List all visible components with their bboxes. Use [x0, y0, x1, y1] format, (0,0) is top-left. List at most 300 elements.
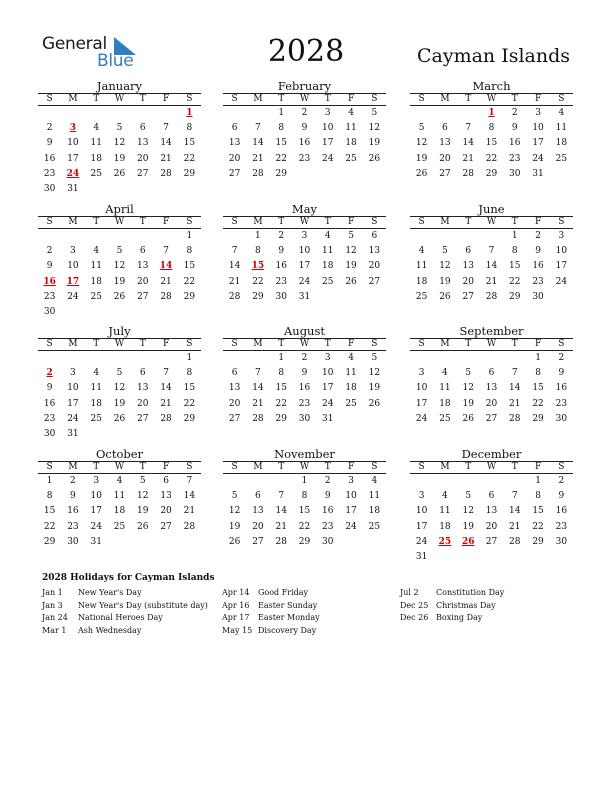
weekday-label: W: [293, 338, 316, 351]
empty-cell: [38, 106, 61, 121]
weekday-label: S: [410, 461, 433, 474]
day-cell: 13: [137, 383, 149, 394]
holiday-date: Jul 2: [400, 588, 419, 597]
day-cell: 9: [535, 246, 541, 257]
day-cell: 31: [67, 428, 79, 439]
weekday-label: W: [293, 216, 316, 229]
day-cell: 21: [509, 398, 521, 409]
day-cell: 1: [278, 108, 285, 118]
day-cell: 30: [555, 413, 568, 424]
day-cell: 18: [113, 506, 126, 517]
month-august: [223, 324, 386, 427]
empty-cell: [246, 474, 269, 489]
day-cell: 18: [368, 506, 381, 517]
empty-cell: [410, 229, 433, 244]
day-cell: 2: [324, 476, 331, 486]
weekday-label: F: [526, 93, 549, 106]
month-title: June: [478, 202, 505, 216]
day-cell: 25: [345, 398, 357, 409]
day-cell: 7: [186, 476, 193, 486]
day-cell: 7: [231, 246, 238, 257]
day-cell: 21: [183, 506, 196, 517]
holiday-name: Good Friday: [258, 588, 309, 597]
day-cell: 2: [558, 353, 565, 363]
weekday-label: S: [550, 216, 573, 229]
holiday-day-cell: 14: [159, 261, 173, 272]
day-cell: 7: [163, 246, 169, 257]
day-cell: 27: [485, 536, 498, 547]
day-cell: 23: [67, 521, 79, 532]
day-cell: 10: [67, 383, 79, 394]
day-cell: 18: [345, 383, 357, 394]
empty-cell: [480, 229, 503, 244]
holiday-row: [42, 612, 208, 625]
day-cell: 25: [415, 291, 428, 302]
day-cell: 26: [439, 291, 451, 302]
month-title: January: [96, 79, 143, 93]
weekday-label: W: [480, 216, 503, 229]
holiday-date: Jan 3: [42, 600, 63, 610]
day-cell: 15: [275, 138, 287, 149]
day-cell: 9: [511, 123, 518, 134]
day-cell: 17: [322, 138, 334, 149]
day-cell: 23: [555, 521, 568, 532]
holiday-date: Apr 16: [222, 600, 250, 610]
weekday-label: T: [131, 461, 154, 474]
weekday-label: S: [178, 93, 201, 106]
day-cell: 20: [485, 398, 498, 409]
day-cell: 20: [485, 521, 498, 532]
day-cell: 26: [368, 398, 381, 409]
weekday-label: F: [339, 216, 362, 229]
empty-cell: [433, 351, 456, 366]
weekday-label: W: [108, 93, 131, 106]
day-cell: 27: [228, 413, 241, 424]
holidays-title: 2028 Holidays for Cayman Islands: [42, 573, 215, 583]
day-cell: 6: [231, 368, 238, 379]
day-cell: 25: [90, 168, 102, 179]
day-cell: 9: [301, 123, 308, 134]
day-cell: 7: [255, 123, 261, 134]
holiday-row: [222, 587, 320, 600]
day-cell: 21: [509, 521, 521, 532]
weekday-label: M: [61, 93, 84, 106]
day-cell: 17: [90, 506, 102, 517]
day-cell: 7: [255, 368, 261, 379]
day-cell: 28: [160, 168, 172, 179]
day-cell: 24: [322, 398, 334, 409]
holiday-date: Apr 14: [222, 588, 250, 597]
weekday-header: [38, 338, 201, 351]
day-cell: 7: [163, 123, 169, 134]
day-cell: 12: [462, 383, 474, 394]
day-cell: 5: [418, 123, 425, 134]
day-cell: 4: [348, 353, 354, 363]
day-cell: 16: [509, 138, 521, 149]
weekday-header: [223, 216, 386, 229]
day-cell: 25: [368, 521, 381, 532]
weekday-header: [410, 216, 573, 229]
day-cell: 26: [113, 291, 126, 302]
day-cell: 16: [298, 138, 311, 149]
month-title: November: [274, 447, 335, 461]
day-cell: 20: [137, 398, 149, 409]
day-cell: 18: [439, 521, 451, 532]
holiday-date: Apr 17: [222, 613, 250, 622]
day-cell: 18: [415, 276, 428, 287]
day-cell: 22: [252, 276, 264, 287]
empty-cell: [108, 229, 131, 244]
day-cell: 22: [43, 521, 56, 532]
weekday-label: S: [223, 338, 246, 351]
empty-cell: [38, 229, 61, 244]
day-cell: 11: [345, 368, 357, 379]
month-title: March: [472, 79, 511, 93]
day-cell: 20: [137, 276, 149, 287]
day-cell: 14: [160, 138, 172, 149]
day-cell: 15: [532, 383, 544, 394]
holiday-name: Constitution Day: [436, 588, 505, 597]
day-cell: 29: [485, 168, 498, 179]
day-cell: 24: [555, 276, 568, 287]
day-cell: 11: [345, 123, 357, 134]
month-title: April: [105, 202, 134, 216]
day-cell: 18: [439, 398, 451, 409]
weekday-label: T: [503, 93, 526, 106]
day-cell: 26: [368, 153, 381, 164]
day-cell: 30: [67, 536, 79, 547]
day-cell: 14: [509, 383, 521, 394]
month-title: May: [291, 202, 318, 216]
day-cell: 28: [462, 168, 474, 179]
empty-cell: [503, 474, 526, 489]
day-cell: 21: [252, 398, 264, 409]
day-cell: 10: [67, 138, 79, 149]
weekday-header: [410, 338, 573, 351]
holiday-day-cell: 24: [66, 168, 80, 179]
weekday-label: T: [503, 338, 526, 351]
day-cell: 22: [183, 153, 196, 164]
day-cell: 15: [509, 261, 521, 272]
empty-cell: [154, 351, 177, 366]
day-cell: 23: [275, 276, 287, 287]
day-cell: 6: [371, 231, 378, 241]
weekday-label: W: [108, 338, 131, 351]
weekday-label: T: [457, 216, 480, 229]
holiday-row: [400, 612, 504, 625]
page-title-year: 2028: [267, 34, 345, 69]
holiday-column: [222, 587, 320, 637]
day-cell: 30: [532, 291, 544, 302]
weekday-label: M: [246, 216, 269, 229]
day-cell: 3: [558, 231, 565, 241]
holiday-day-cell: 15: [251, 261, 265, 272]
day-cell: 1: [535, 476, 541, 486]
day-cell: 11: [368, 491, 381, 502]
month-december: [410, 447, 573, 565]
weekday-label: S: [38, 216, 61, 229]
day-cell: 2: [70, 476, 76, 486]
weekday-label: T: [131, 216, 154, 229]
day-cell: 5: [348, 231, 354, 241]
holiday-day-cell: 25: [438, 536, 452, 547]
day-cell: 9: [558, 491, 565, 502]
holiday-date: May 15: [222, 625, 253, 635]
day-cell: 28: [160, 413, 172, 424]
day-cell: 3: [324, 353, 331, 363]
month-january: [38, 79, 201, 197]
day-cell: 26: [462, 413, 474, 424]
empty-cell: [223, 229, 246, 244]
day-cell: 14: [485, 261, 498, 272]
month-november: [223, 447, 386, 550]
day-cell: 19: [368, 138, 381, 149]
empty-cell: [433, 229, 456, 244]
empty-cell: [433, 474, 456, 489]
day-cell: 23: [322, 521, 334, 532]
day-cell: 5: [465, 491, 472, 502]
weekday-label: F: [526, 338, 549, 351]
empty-cell: [223, 351, 246, 366]
day-cell: 24: [298, 276, 311, 287]
day-cell: 27: [368, 276, 381, 287]
weekday-label: S: [178, 461, 201, 474]
holiday-column: [400, 587, 504, 625]
day-cell: 16: [43, 398, 56, 409]
weekday-label: M: [61, 338, 84, 351]
day-cell: 31: [67, 183, 79, 194]
day-cell: 10: [532, 123, 544, 134]
day-cell: 29: [275, 168, 287, 179]
weekday-label: T: [457, 461, 480, 474]
day-cell: 17: [415, 398, 428, 409]
day-cell: 10: [298, 246, 311, 257]
weekday-label: S: [223, 93, 246, 106]
day-cell: 18: [555, 138, 568, 149]
day-cell: 15: [183, 383, 196, 394]
weekday-label: T: [85, 338, 108, 351]
weekday-label: F: [154, 216, 177, 229]
day-cell: 31: [532, 168, 544, 179]
day-cell: 9: [558, 368, 565, 379]
weekday-label: M: [246, 461, 269, 474]
day-cell: 8: [46, 491, 53, 502]
day-cell: 23: [532, 276, 544, 287]
weekday-label: F: [526, 461, 549, 474]
day-cell: 16: [555, 506, 568, 517]
day-cell: 13: [137, 138, 149, 149]
day-grid: [38, 106, 201, 197]
empty-cell: [61, 351, 84, 366]
day-cell: 28: [228, 291, 241, 302]
day-cell: 13: [485, 506, 498, 517]
day-cell: 31: [415, 551, 428, 562]
day-cell: 23: [298, 153, 311, 164]
day-cell: 17: [67, 398, 79, 409]
weekday-label: S: [550, 461, 573, 474]
day-cell: 10: [90, 491, 102, 502]
day-cell: 13: [228, 138, 241, 149]
weekday-label: S: [223, 461, 246, 474]
day-cell: 28: [275, 536, 287, 547]
holiday-row: [222, 600, 320, 613]
day-cell: 22: [485, 153, 498, 164]
day-cell: 21: [462, 153, 474, 164]
day-grid: [410, 474, 573, 565]
weekday-label: F: [339, 338, 362, 351]
day-cell: 27: [160, 521, 172, 532]
holiday-day-cell: 17: [66, 276, 80, 287]
day-cell: 2: [301, 353, 308, 363]
weekday-label: S: [550, 338, 573, 351]
weekday-header: [223, 338, 386, 351]
day-cell: 16: [322, 506, 334, 517]
day-cell: 4: [116, 476, 123, 486]
day-cell: 10: [322, 368, 334, 379]
day-cell: 2: [535, 231, 541, 241]
day-cell: 3: [70, 368, 76, 379]
day-cell: 24: [415, 536, 428, 547]
holiday-row: [222, 612, 320, 625]
day-grid: [223, 106, 386, 182]
weekday-label: W: [108, 461, 131, 474]
day-cell: 19: [439, 276, 451, 287]
day-cell: 22: [183, 398, 196, 409]
day-cell: 9: [278, 246, 285, 257]
day-cell: 2: [511, 108, 518, 118]
day-cell: 28: [183, 521, 196, 532]
day-cell: 9: [301, 368, 308, 379]
empty-cell: [223, 474, 246, 489]
weekday-label: T: [270, 338, 293, 351]
day-cell: 31: [298, 291, 311, 302]
weekday-label: S: [410, 93, 433, 106]
day-cell: 23: [43, 413, 56, 424]
weekday-label: W: [293, 93, 316, 106]
month-title: August: [283, 324, 325, 338]
day-cell: 14: [183, 491, 196, 502]
day-cell: 23: [43, 291, 56, 302]
day-cell: 8: [278, 123, 285, 134]
day-cell: 17: [345, 506, 357, 517]
day-cell: 22: [275, 153, 287, 164]
day-cell: 19: [462, 521, 474, 532]
day-cell: 15: [43, 506, 56, 517]
empty-cell: [108, 106, 131, 121]
weekday-label: S: [38, 93, 61, 106]
day-cell: 14: [252, 138, 264, 149]
month-title: February: [277, 79, 332, 93]
day-cell: 1: [46, 476, 53, 486]
weekday-label: T: [270, 216, 293, 229]
day-cell: 5: [116, 368, 123, 379]
logo-text-blue: Blue: [97, 51, 134, 71]
day-cell: 16: [43, 153, 56, 164]
day-cell: 28: [485, 291, 498, 302]
day-cell: 19: [137, 506, 149, 517]
day-cell: 12: [345, 246, 357, 257]
day-cell: 18: [90, 398, 102, 409]
day-cell: 23: [555, 398, 568, 409]
day-cell: 31: [90, 536, 102, 547]
logo-text-general: General: [42, 34, 107, 54]
day-cell: 2: [46, 123, 53, 134]
day-cell: 6: [139, 123, 146, 134]
empty-cell: [410, 106, 433, 121]
day-cell: 14: [275, 506, 287, 517]
day-cell: 7: [278, 491, 285, 502]
day-cell: 21: [252, 153, 264, 164]
day-cell: 17: [555, 261, 568, 272]
day-cell: 14: [228, 261, 241, 272]
day-grid: [38, 351, 201, 442]
day-cell: 11: [415, 261, 428, 272]
day-cell: 17: [298, 261, 311, 272]
day-cell: 27: [252, 536, 264, 547]
weekday-label: S: [410, 338, 433, 351]
weekday-label: W: [480, 461, 503, 474]
day-cell: 23: [509, 153, 521, 164]
holiday-name: National Heroes Day: [78, 613, 163, 622]
day-cell: 3: [324, 108, 331, 118]
day-cell: 21: [160, 398, 172, 409]
day-cell: 14: [462, 138, 474, 149]
day-cell: 28: [252, 168, 264, 179]
day-cell: 6: [442, 123, 448, 134]
day-cell: 16: [532, 261, 544, 272]
day-cell: 16: [67, 506, 79, 517]
weekday-label: F: [154, 93, 177, 106]
day-cell: 10: [415, 383, 428, 394]
day-cell: 21: [485, 276, 498, 287]
day-cell: 20: [368, 261, 381, 272]
empty-cell: [457, 229, 480, 244]
day-cell: 11: [113, 491, 126, 502]
day-cell: 24: [532, 153, 544, 164]
day-grid: [223, 351, 386, 427]
day-cell: 20: [228, 398, 241, 409]
holiday-date: Mar 1: [42, 625, 67, 635]
day-cell: 13: [462, 261, 474, 272]
day-cell: 30: [43, 306, 56, 317]
weekday-header: [410, 461, 573, 474]
weekday-label: S: [410, 216, 433, 229]
day-cell: 13: [228, 383, 241, 394]
day-cell: 1: [278, 353, 285, 363]
day-grid: [223, 229, 386, 305]
day-cell: 17: [322, 383, 334, 394]
month-april: [38, 202, 201, 320]
day-cell: 12: [368, 368, 381, 379]
day-cell: 19: [415, 153, 428, 164]
holiday-day-cell: 26: [461, 536, 475, 547]
empty-cell: [108, 351, 131, 366]
day-cell: 29: [275, 413, 287, 424]
day-cell: 16: [555, 383, 568, 394]
day-cell: 20: [252, 521, 264, 532]
day-cell: 14: [160, 383, 172, 394]
day-cell: 9: [46, 383, 53, 394]
day-cell: 5: [139, 476, 146, 486]
day-cell: 25: [439, 413, 451, 424]
holiday-day-cell: 2: [46, 368, 53, 379]
weekday-label: M: [433, 461, 456, 474]
weekday-label: T: [316, 216, 339, 229]
holiday-row: [400, 600, 504, 613]
day-cell: 17: [67, 153, 79, 164]
day-cell: 18: [345, 138, 357, 149]
day-cell: 19: [113, 153, 126, 164]
